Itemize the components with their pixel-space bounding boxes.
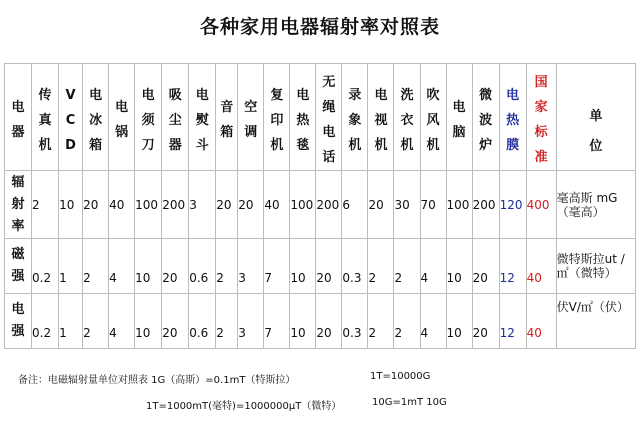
table-cell: 0.6 (189, 294, 216, 349)
header-cell-unit: 单位 (556, 64, 635, 171)
header-cell-shaver: 电须刀 (135, 64, 162, 171)
table-cell: 2 (216, 239, 238, 294)
table-cell: 2 (83, 294, 109, 349)
header-cell-fridge: 电冰箱 (83, 64, 109, 171)
header-cell-fax: 传真机 (32, 64, 59, 171)
unit-cell: 毫高斯 mG （毫高） (556, 171, 635, 239)
table-cell: 12 (499, 239, 526, 294)
header-cell-iron: 电熨斗 (189, 64, 216, 171)
table-cell: 20 (472, 239, 499, 294)
header-cell-national-standard: 国家标准 (526, 64, 556, 171)
table-cell: 4 (420, 239, 446, 294)
table-cell: 70 (420, 171, 446, 239)
header-cell-computer: 电脑 (446, 64, 472, 171)
table-cell: 2 (368, 239, 394, 294)
table-cell: 20 (316, 294, 342, 349)
table-cell: 3 (189, 171, 216, 239)
header-cell-blanket: 电热毯 (290, 64, 316, 171)
table-cell: 2 (32, 171, 59, 239)
table-cell: 4 (109, 239, 135, 294)
page-title: 各种家用电器辐射率对照表 (199, 16, 440, 38)
table-cell: 20 (83, 171, 109, 239)
header-cell-vcr: 录象机 (342, 64, 368, 171)
table-cell: 1 (59, 239, 83, 294)
table-cell: 2 (394, 294, 420, 349)
table-cell: 2 (394, 239, 420, 294)
table-cell: 3 (238, 294, 264, 349)
header-cell-hairdryer: 吹风机 (420, 64, 446, 171)
table-cell: 10 (135, 239, 162, 294)
table-cell: 0.2 (32, 239, 59, 294)
header-cell-microwave: 微波炉 (472, 64, 499, 171)
header-cell-vacuum: 吸尘器 (162, 64, 189, 171)
table-cell: 12 (499, 294, 526, 349)
table-cell: 100 (135, 171, 162, 239)
header-cell-copier: 复印机 (264, 64, 290, 171)
note-tesla-breakdown: 1T=1000mT(毫特)=1000000μT（微特） (146, 401, 342, 412)
table-cell: 20 (368, 171, 394, 239)
table-cell: 20 (216, 171, 238, 239)
table-cell: 10 (290, 294, 316, 349)
radiation-table (4, 63, 636, 349)
table-cell: 20 (316, 239, 342, 294)
unit-cell: 微特斯拉ut /㎡（微特） (556, 239, 635, 294)
table-row (5, 171, 636, 239)
table-cell: 200 (162, 171, 189, 239)
header-cell-heating-film: 电热膜 (499, 64, 526, 171)
table-row (5, 239, 636, 294)
table-cell: 40 (264, 171, 290, 239)
header-cell-cordless-phone: 无绳电话 (316, 64, 342, 171)
header-cell-cooker: 电锅 (109, 64, 135, 171)
table-cell: 200 (316, 171, 342, 239)
table-cell: 0.3 (342, 239, 368, 294)
note-unit-conversion: 备注：电磁辐射量单位对照表 1G（高斯）=0.1mT（特斯拉） (18, 375, 296, 386)
table-row (5, 294, 636, 349)
table-cell: 7 (264, 294, 290, 349)
table-cell: 20 (238, 171, 264, 239)
table-cell: 10 (290, 239, 316, 294)
table-cell: 3 (238, 239, 264, 294)
header-cell-speaker: 音箱 (216, 64, 238, 171)
header-cell-aircon: 空调 (238, 64, 264, 171)
table-cell: 20 (162, 294, 189, 349)
unit-cell: 伏V/㎡（伏） (556, 294, 635, 349)
table-cell: 10 (446, 239, 472, 294)
table-cell: 30 (394, 171, 420, 239)
table-cell: 4 (420, 294, 446, 349)
table-cell: 40 (526, 239, 556, 294)
table-cell: 10 (59, 171, 83, 239)
header-cell-washer: 洗衣机 (394, 64, 420, 171)
table-cell: 1 (59, 294, 83, 349)
table-cell: 20 (472, 294, 499, 349)
note-tesla-gauss: 1T=10000G (370, 371, 431, 382)
table-cell: 6 (342, 171, 368, 239)
table-cell: 20 (162, 239, 189, 294)
table-cell: 7 (264, 239, 290, 294)
table-cell: 2 (83, 239, 109, 294)
table-cell: 0.2 (32, 294, 59, 349)
table-cell: 100 (290, 171, 316, 239)
table-cell: 0.6 (189, 239, 216, 294)
table-cell: 10 (135, 294, 162, 349)
table-cell: 40 (526, 294, 556, 349)
table-cell: 0.3 (342, 294, 368, 349)
table-cell: 120 (499, 171, 526, 239)
note-gauss-millitesla: 10G=1mT 10G (372, 397, 447, 408)
table-cell: 100 (446, 171, 472, 239)
table-cell: 10 (446, 294, 472, 349)
table-cell: 2 (368, 294, 394, 349)
row-label-electric: 电强 (5, 294, 32, 349)
table-cell: 4 (109, 294, 135, 349)
row-label-radiation: 辐射率 (5, 171, 32, 239)
table-cell: 400 (526, 171, 556, 239)
table-cell: 200 (472, 171, 499, 239)
table-cell: 2 (216, 294, 238, 349)
table-cell: 40 (109, 171, 135, 239)
header-cell-tv: 电视机 (368, 64, 394, 171)
header-row (5, 64, 636, 171)
header-cell-device: 电器 (5, 64, 32, 171)
row-label-magnetic: 磁强 (5, 239, 32, 294)
header-cell-vcd: VCD (59, 64, 83, 171)
